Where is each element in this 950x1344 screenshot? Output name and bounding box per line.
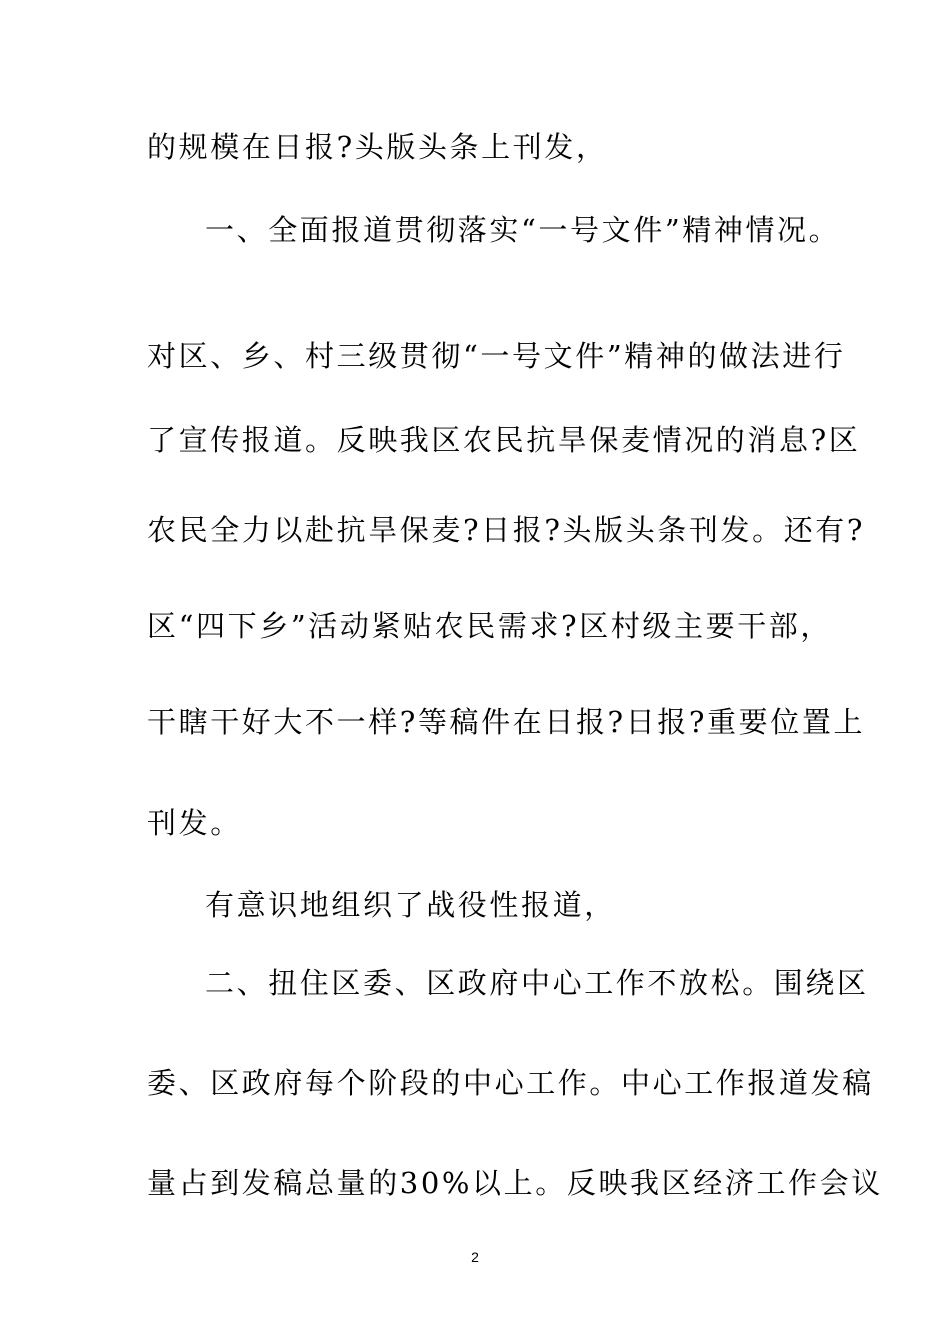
text-line-5: 农民全力以赴抗旱保麦?日报?头版头条刊发。还有? xyxy=(147,513,866,547)
text-line-12: 量占到发稿总量的30%以上。反映我区经济工作会议 xyxy=(147,1166,883,1200)
text-line-4: 了宣传报道。反映我区农民抗旱保麦情况的消息?区 xyxy=(147,423,861,457)
text-line-2: 一、全面报道贯彻落实“一号文件”精神情况。 xyxy=(205,213,841,247)
text-line-3: 对区、乡、村三级贯彻“一号文件”精神的做法进行 xyxy=(147,339,846,373)
text-line-11: 委、区政府每个阶段的中心工作。中心工作报道发稿 xyxy=(147,1066,874,1100)
text-line-1: 的规模在日报?头版头条上刊发， xyxy=(147,130,608,164)
text-line-8: 刊发。 xyxy=(147,806,242,840)
text-line-7: 干瞎干好大不一样?等稿件在日报?日报?重要位置上 xyxy=(147,705,866,739)
text-line-9: 有意识地组织了战役性报道， xyxy=(205,888,616,922)
page-number: 2 xyxy=(471,1249,479,1265)
text-line-10: 二、扭住区委、区政府中心工作不放松。围绕区 xyxy=(205,966,869,1000)
text-line-6: 区“四下乡”活动紧贴农民需求?区村级主要干部， xyxy=(147,609,832,643)
